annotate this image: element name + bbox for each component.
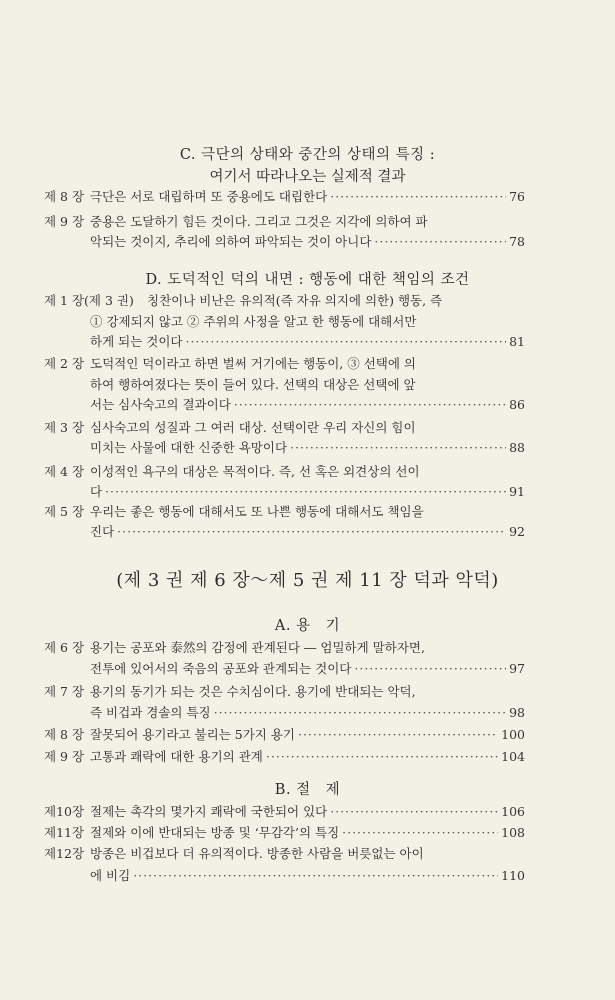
chapter-number: 제 2 장 <box>44 356 85 371</box>
chapter-number: 제 1 장(제 3 권) <box>44 293 134 308</box>
section-c-title: C. 극단의 상태와 중간의 상태의 특징 : <box>179 147 436 163</box>
toc-line: 이성적인 욕구의 대상은 목적이다. 즉, 선 혹은 외견상의 선이 <box>90 464 420 479</box>
toc-line: ① 강제되지 않고 ② 주위의 사정을 알고 한 행동에 대해서만 <box>90 314 417 329</box>
toc-text: 진다 <box>90 524 115 539</box>
toc-line: 심사숙고의 성질과 그 여러 대상. 선택이란 우리 자신의 힘이 <box>90 420 416 435</box>
chapter-number: 제 9 장 <box>44 749 85 764</box>
dot-leader <box>290 440 506 455</box>
toc-text: 잘못되어 용기라고 불리는 5가지 용기 <box>90 727 295 742</box>
toc-text: 극단은 서로 대립하며 또 중용에도 대립한다 <box>90 189 328 204</box>
toc-text: 에 비김 <box>90 868 131 883</box>
toc-line <box>90 866 525 884</box>
toc-line: 용기의 동기가 되는 것은 수치심이다. 용기에 반대되는 악덕, <box>90 684 416 699</box>
chapter-number: 제10장 <box>44 804 85 819</box>
page-number: 86 <box>509 397 525 412</box>
toc-line <box>90 395 525 413</box>
toc-text: 하게 되는 것이다 <box>90 334 183 349</box>
chapter-number: 제 9 장 <box>44 214 85 229</box>
toc-line: 우리는 좋은 행동에 대해서도 또 나쁜 행동에 대해서도 책임을 <box>90 504 424 519</box>
chapter-number: 제 7 장 <box>44 684 85 699</box>
page-number: 91 <box>509 484 525 499</box>
chapter-number: 제 6 장 <box>44 640 85 655</box>
toc-text: 즉 비겁과 경솔의 특징 <box>90 705 211 720</box>
dot-leader <box>133 868 498 883</box>
toc-line <box>90 332 525 350</box>
page-number: 106 <box>501 804 525 819</box>
toc-line <box>90 703 525 721</box>
page-number: 110 <box>501 868 525 883</box>
toc-line: 하여 행하여졌다는 뜻이 들어 있다. 선택의 대상은 선택에 앞 <box>90 377 416 392</box>
toc-line <box>90 725 525 743</box>
toc-line: 중용은 도달하기 힘든 것이다. 그리고 그것은 지각에 의하여 파 <box>90 214 428 229</box>
chapter-number: 제 8 장 <box>44 189 85 204</box>
toc-text: 고통과 쾌락에 대한 용기의 관계 <box>90 749 263 764</box>
toc-line: 도덕적인 덕이라고 하면 벌써 거기에는 행동이, ③ 선택에 의 <box>90 356 416 371</box>
toc-line <box>90 823 525 841</box>
toc-text: 전투에 있어서의 죽음의 공포와 관계되는 것이다 <box>90 661 352 676</box>
page-number: 100 <box>501 727 525 742</box>
toc-text: 절제와 이에 반대되는 방종 및 ‘무감각’의 특징 <box>90 825 340 840</box>
toc-text: 절제는 촉각의 몇가지 쾌락에 국한되어 있다 <box>90 804 328 819</box>
page-number: 108 <box>501 825 525 840</box>
chapter-number: 제12장 <box>44 846 85 861</box>
toc-line <box>90 747 525 765</box>
dot-leader <box>234 397 506 412</box>
dot-leader <box>105 484 506 499</box>
page-number: 76 <box>509 189 525 204</box>
page-number: 98 <box>509 705 525 720</box>
toc-line <box>90 232 525 250</box>
toc-text: 다 <box>90 484 103 499</box>
dot-leader <box>330 189 506 204</box>
dot-leader <box>214 705 506 720</box>
part-title: (제 3 권 제 6 장～제 5 권 제 11 장 덕과 악덕) <box>116 570 499 591</box>
toc-line: 용기는 공포와 泰然의 감정에 관계된다 ― 엄밀하게 말하자면, <box>90 640 425 655</box>
toc-line <box>90 659 525 677</box>
toc-text: 미치는 사물에 대한 신중한 욕망이다 <box>90 440 288 455</box>
dot-leader <box>298 727 498 742</box>
section-a-title: A. 용 기 <box>274 618 341 634</box>
dot-leader <box>117 524 506 539</box>
dot-leader <box>266 749 498 764</box>
toc-text: 악되는 것이지, 추리에 의하여 파악되는 것이 아니다 <box>90 234 372 249</box>
toc-line <box>90 522 525 540</box>
page-number: 81 <box>509 334 525 349</box>
section-b-title: B. 절 제 <box>274 782 341 798</box>
page-number: 104 <box>501 749 525 764</box>
toc-line <box>90 438 525 456</box>
dot-leader <box>185 334 506 349</box>
chapter-number: 제 4 장 <box>44 464 85 479</box>
toc-line: 방종은 비겁보다 더 유의적이다. 방종한 사람을 버릇없는 아이 <box>90 846 424 861</box>
chapter-number: 제11장 <box>44 825 85 840</box>
toc-line <box>90 802 525 820</box>
toc-line <box>90 187 525 205</box>
page-number: 97 <box>509 661 525 676</box>
page-number: 88 <box>509 440 525 455</box>
section-c-subtitle: 여기서 따라나오는 실제적 결과 <box>209 169 406 185</box>
chapter-number: 제 8 장 <box>44 727 85 742</box>
chapter-number: 제 3 장 <box>44 420 85 435</box>
section-d-title: D. 도덕적인 덕의 내면 : 행동에 대한 책임의 조건 <box>145 272 470 288</box>
chapter-number: 제 5 장 <box>44 504 85 519</box>
toc-line: 칭찬이나 비난은 유의적(즉 자유 의지에 의한) 행동, 즉 <box>147 293 443 308</box>
toc-line <box>90 482 525 500</box>
dot-leader <box>330 804 498 819</box>
dot-leader <box>342 825 498 840</box>
page-number: 92 <box>509 524 525 539</box>
toc-text: 서는 심사숙고의 결과이다 <box>90 397 231 412</box>
dot-leader <box>354 661 506 676</box>
page-number: 78 <box>509 234 525 249</box>
dot-leader <box>374 234 506 249</box>
